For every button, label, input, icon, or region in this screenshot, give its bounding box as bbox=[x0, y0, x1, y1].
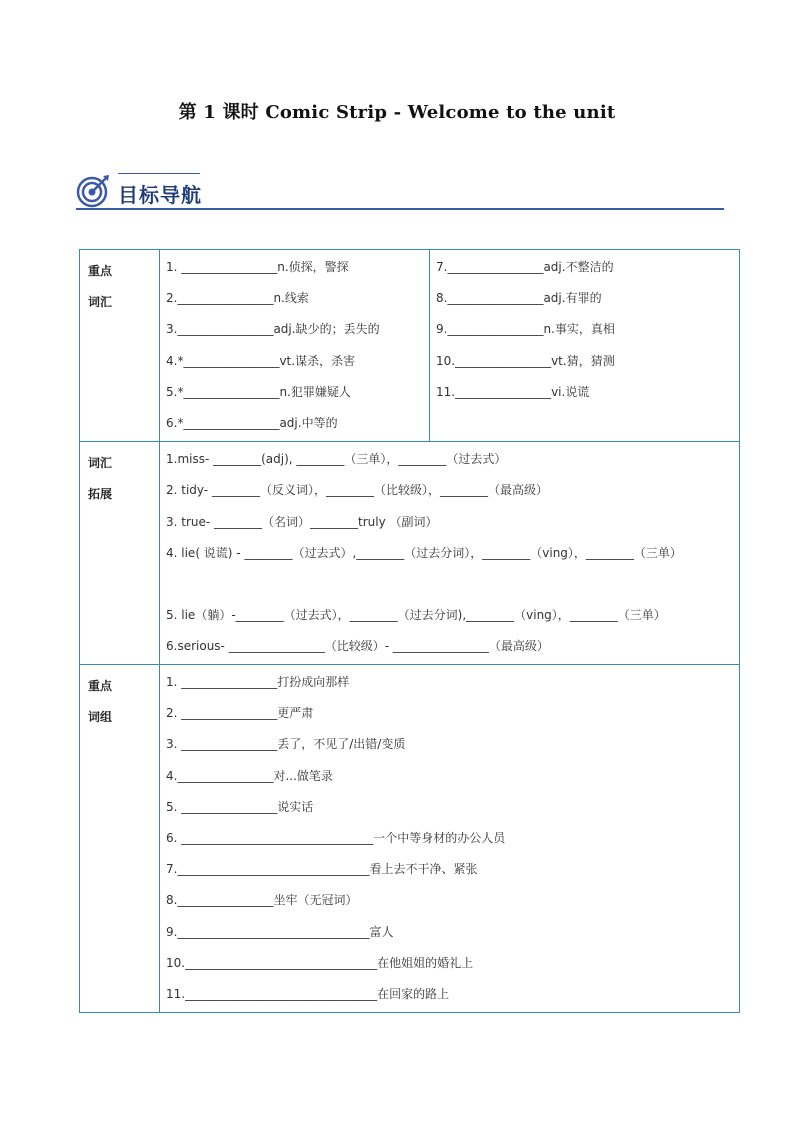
vocab-item[interactable]: 7.________________adj.不整洁的 bbox=[436, 260, 614, 274]
expansion-item[interactable]: 3. true- ________（名词）________truly （副词） bbox=[166, 514, 438, 529]
vocab-item[interactable]: 2.________________n.线索 bbox=[166, 291, 309, 306]
phrase-item[interactable]: 5. ________________说实话 bbox=[166, 799, 314, 814]
section-underline bbox=[76, 208, 724, 210]
vocab-left-column bbox=[160, 250, 430, 441]
vocab-item[interactable]: 1. ________________n.侦探，警探 bbox=[166, 260, 349, 274]
vocab-item[interactable]: 9.________________n.事实，真相 bbox=[436, 322, 615, 337]
phrase-item[interactable]: 11.________________________________在回家的路上 bbox=[166, 986, 450, 1001]
row-header: 重点 词组 bbox=[80, 665, 160, 1012]
phrase-item[interactable]: 1. ________________打扮成向那样 bbox=[166, 675, 350, 690]
phrase-item[interactable]: 2. ________________更严肃 bbox=[166, 706, 314, 721]
vocab-item[interactable]: 8.________________adj.有罪的 bbox=[436, 291, 602, 306]
phrase-item[interactable]: 10.________________________________在他姐姐的婚礼上 bbox=[166, 955, 474, 970]
row-key-phrases bbox=[80, 664, 739, 1012]
phrase-item[interactable]: 3. ________________丢了，不见了/出错/变质 bbox=[166, 737, 406, 752]
expansion-item[interactable]: 5. lie（躺）-________（过去式），________（过去分词),________（ving），________（三单） bbox=[166, 607, 666, 622]
phrase-item[interactable]: 7.________________________________看上去不干净、紧张 bbox=[166, 862, 478, 877]
vocab-body bbox=[160, 250, 739, 441]
worksheet-table bbox=[79, 249, 740, 1013]
row-header: 重点 词汇 bbox=[80, 250, 160, 441]
expansion-item[interactable]: 6.serious- ________________（比较级）- ________________（最高级） bbox=[166, 638, 549, 653]
vocab-right-column bbox=[430, 250, 739, 441]
vocab-item[interactable]: 4.*________________vt.谋杀，杀害 bbox=[166, 353, 356, 368]
expansion-item[interactable]: 1.miss- ________(adj), ________（三单），________（过去式） bbox=[166, 452, 507, 467]
section-title: 目标导航 bbox=[118, 183, 202, 207]
expansion-item[interactable]: 4. lie( 说谎) - ________（过去式）,________（过去分词），________（ving），________（三单） bbox=[166, 545, 682, 560]
page-title: 第 1 课时 Comic Strip - Welcome to the unit bbox=[178, 102, 616, 123]
vocab-item[interactable]: 6.*________________adj.中等的 bbox=[166, 415, 338, 430]
expansion-item[interactable]: 2. tidy- ________（反义词），________（比较级），________（最高级） bbox=[166, 483, 548, 498]
vocab-item[interactable]: 5.*________________n.犯罪嫌疑人 bbox=[166, 384, 351, 399]
vocab-item[interactable]: 11.________________vi.说谎 bbox=[436, 384, 590, 399]
row-vocabulary-expansion bbox=[80, 441, 739, 664]
vocab-item[interactable]: 10.________________vt.猜，猜测 bbox=[436, 353, 615, 368]
row-key-vocabulary bbox=[80, 250, 739, 441]
phrase-item[interactable]: 9.________________________________富人 bbox=[166, 924, 394, 939]
phrase-item[interactable]: 8.________________坐牢（无冠词） bbox=[166, 893, 358, 908]
row-header: 词汇 拓展 bbox=[80, 442, 160, 664]
phrases-body bbox=[160, 665, 739, 1012]
header-top-line bbox=[118, 173, 200, 174]
expansion-body bbox=[160, 442, 739, 664]
vocab-item[interactable]: 3.________________adj.缺少的；丢失的 bbox=[166, 322, 380, 337]
phrase-item[interactable]: 6. ________________________________一个中等身材的办公人员 bbox=[166, 831, 506, 845]
section-header bbox=[76, 170, 724, 210]
target-arrow-icon bbox=[76, 174, 110, 208]
phrase-item[interactable]: 4.________________对...做笔录 bbox=[166, 768, 333, 783]
